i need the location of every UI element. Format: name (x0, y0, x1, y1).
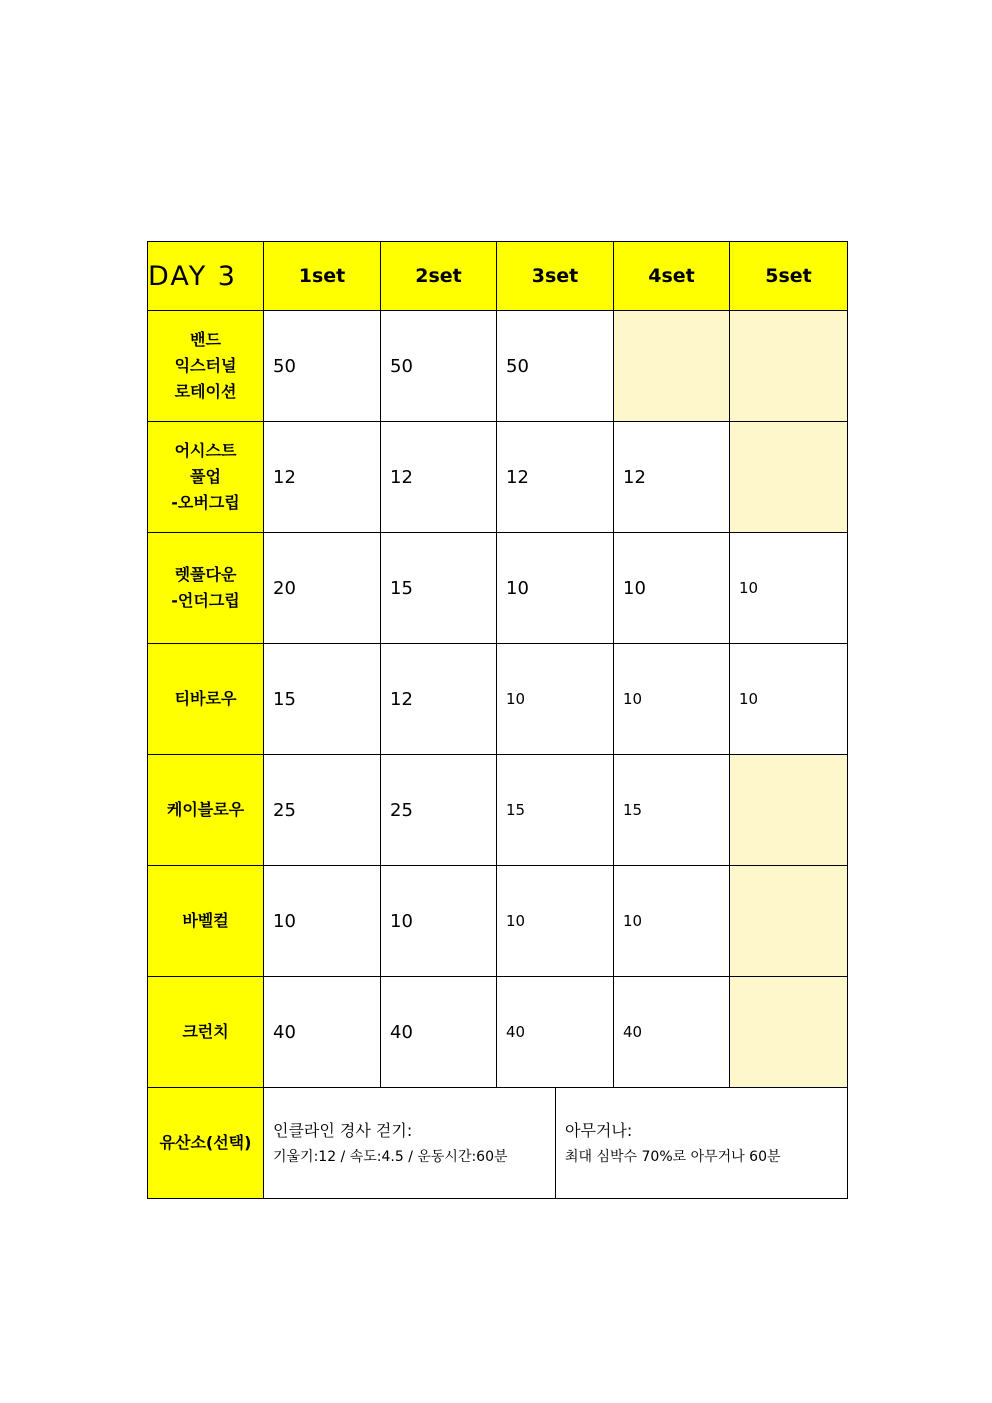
set-value: 25 (381, 755, 497, 866)
empty-set-cell (730, 977, 848, 1088)
set-header-1: 1set (264, 242, 381, 311)
set-value: 40 (381, 977, 497, 1088)
set-value: 50 (264, 311, 381, 422)
cardio-option-title: 아무거나: (565, 1121, 633, 1140)
set-value: 40 (614, 977, 730, 1088)
exercise-name (148, 755, 264, 866)
set-header-5: 5set (730, 242, 848, 311)
set-value: 10 (614, 644, 730, 755)
exercise-name (148, 644, 264, 755)
set-value: 10 (497, 866, 614, 977)
table-row (148, 533, 848, 644)
set-value: 15 (497, 755, 614, 866)
cardio-option-detail: 최대 심박수 70%로 아무거나 60분 (565, 1149, 781, 1165)
exercise-name (148, 533, 264, 644)
table-row (148, 755, 848, 866)
cardio-option-anything (556, 1088, 847, 1198)
set-value: 12 (264, 422, 381, 533)
empty-set-cell (730, 755, 848, 866)
set-value: 10 (264, 866, 381, 977)
set-value: 15 (614, 755, 730, 866)
exercise-name-line: 밴드 (190, 330, 221, 349)
set-value: 40 (264, 977, 381, 1088)
workout-sheet (147, 241, 847, 1199)
set-value: 40 (497, 977, 614, 1088)
exercise-name-line: 바벨컬 (182, 911, 229, 930)
set-header-4: 4set (614, 242, 730, 311)
exercise-name-line: 케이블로우 (166, 800, 245, 819)
exercise-name-line: 풀업 (190, 467, 221, 486)
table-row (148, 866, 848, 977)
set-value: 15 (264, 644, 381, 755)
set-value: 10 (614, 533, 730, 644)
set-value: 10 (497, 644, 614, 755)
exercise-name-line: 익스터널 (174, 356, 237, 375)
set-value: 12 (381, 644, 497, 755)
empty-set-cell (614, 311, 730, 422)
cardio-option-title: 인클라인 경사 걷기: (273, 1121, 413, 1140)
empty-set-cell (730, 311, 848, 422)
exercise-name-line: 로테이션 (174, 382, 237, 401)
exercise-name-line: 렛풀다운 (174, 565, 237, 584)
set-header-2: 2set (381, 242, 497, 311)
set-value: 10 (730, 533, 848, 644)
set-value: 10 (730, 644, 848, 755)
table-row (148, 644, 848, 755)
exercise-name-line: -오버그립 (171, 493, 240, 512)
set-value: 10 (497, 533, 614, 644)
cardio-options-container (264, 1088, 847, 1198)
set-value: 12 (381, 422, 497, 533)
set-value: 10 (381, 866, 497, 977)
set-header-3: 3set (497, 242, 614, 311)
empty-set-cell (730, 866, 848, 977)
day-title: DAY 3 (148, 242, 264, 311)
set-value: 50 (381, 311, 497, 422)
table-row (148, 422, 848, 533)
cardio-label: 유산소(선택) (148, 1088, 264, 1199)
table-row (148, 977, 848, 1088)
empty-set-cell (730, 422, 848, 533)
exercise-name-line: 어시스트 (174, 441, 237, 460)
workout-table (147, 241, 848, 1199)
set-value: 50 (497, 311, 614, 422)
header-row (148, 242, 848, 311)
exercise-name (148, 866, 264, 977)
cardio-option-incline-walk (264, 1088, 556, 1198)
exercise-name (148, 422, 264, 533)
set-value: 12 (497, 422, 614, 533)
exercise-name-line: -언더그립 (171, 591, 240, 610)
exercise-name (148, 977, 264, 1088)
exercise-name (148, 311, 264, 422)
cardio-row (148, 1088, 848, 1199)
exercise-name-line: 티바로우 (174, 689, 237, 708)
table-row (148, 311, 848, 422)
set-value: 15 (381, 533, 497, 644)
cardio-options (264, 1088, 848, 1199)
cardio-option-detail: 기울기:12 / 속도:4.5 / 운동시간:60분 (273, 1149, 508, 1165)
set-value: 10 (614, 866, 730, 977)
set-value: 25 (264, 755, 381, 866)
exercise-name-line: 크런치 (182, 1022, 229, 1041)
set-value: 20 (264, 533, 381, 644)
set-value: 12 (614, 422, 730, 533)
